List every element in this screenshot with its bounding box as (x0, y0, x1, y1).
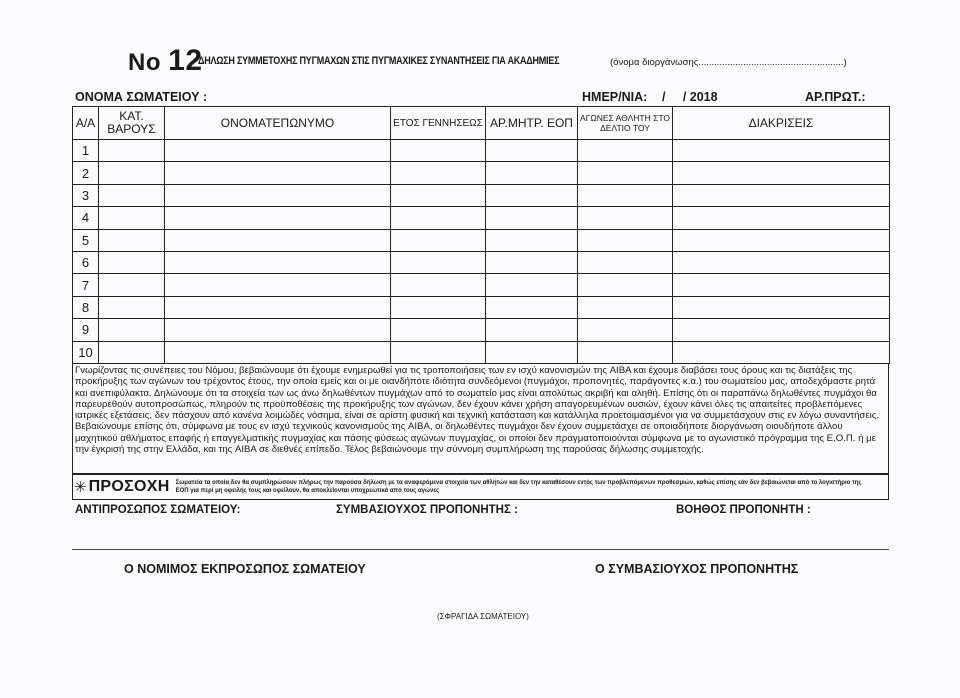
distinctions-cell[interactable] (673, 319, 890, 341)
row-number: 7 (73, 274, 99, 296)
matches-cell[interactable] (578, 207, 673, 229)
weight-category-cell[interactable] (99, 274, 165, 296)
matches-cell[interactable] (578, 274, 673, 296)
col-header-birth-year: ΕΤΟΣ ΓΕΝΝΗΣΕΩΣ (391, 107, 486, 140)
row-number: 5 (73, 229, 99, 251)
signature-line (72, 549, 889, 550)
table-row (73, 251, 890, 273)
col-header-aa: Α/Α (73, 107, 99, 140)
matches-cell[interactable] (578, 319, 673, 341)
distinctions-cell[interactable] (673, 162, 890, 184)
full-name-cell[interactable] (165, 162, 391, 184)
weight-category-cell[interactable] (99, 184, 165, 206)
weight-category-cell[interactable] (99, 296, 165, 318)
eop-number-cell[interactable] (486, 184, 578, 206)
matches-cell[interactable] (578, 140, 673, 162)
matches-cell[interactable] (578, 341, 673, 363)
weight-category-cell[interactable] (99, 207, 165, 229)
distinctions-cell[interactable] (673, 274, 890, 296)
eop-number-cell[interactable] (486, 207, 578, 229)
asterisk-burst-icon: ✳ (74, 479, 87, 496)
table-row (73, 162, 890, 184)
declaration-paragraph-1: Γνωρίζοντας τις συνέπειες του Νόμου, βεβαιώνουμε ότι έχουμε ενημερωθεί για τις τροποποιήσεις των εν ισχύ κανονισμών της AIBA και έχουμε διαβάσει τους όρους και τις διατάξεις της προκήρυξης των αγώνων του τρέχοντος έτους, την οποία εμείς και οι με οιανδήποτε ιδιότητα συνδεόμενοι (πυγμάχοι, προπονητές, παράγοντες κ.α.) του σωματείου μας, αποδεχόμαστε ρητά και ανεπιφύλακτα. Δηλώνουμε ότι τα στοιχεία των ως άνω δηλωθέντων πυγμάχων από το σωματείο μας είναι απολύτως ακριβή και αληθή. Επίσης ότι οι παραπάνω δηλωθέντες πυγμάχοι θα παρευρεθούν αυτοπροσώπως, πληρούν τις προϋποθέσεις της προκήρυξης των αγώνων, δεν έχουν κάνει χρήση απαγορευμένων ουσιών, έχουν κάνει όλες τις απαιτείτες προβλεπόμενες ιατρικές εξετάσεις, δεν πάσχουν από κανένα λοιμώδες νόσημα, είναι σε αρίστη φυσική και τεχνική κατάσταση και κατάλληλα προετοιμασμένοι για να συμμετάσχουν στις εν λόγω συναντήσεις. (75, 365, 880, 422)
club-stamp-label: (ΣΦΡΑΓΙΔΑ ΣΩΜΑΤΕΙΟΥ) (437, 612, 529, 621)
form-number (128, 44, 203, 78)
birth-year-cell[interactable] (391, 140, 486, 162)
birth-year-cell[interactable] (391, 229, 486, 251)
full-name-cell[interactable] (165, 319, 391, 341)
weight-category-cell[interactable] (99, 251, 165, 273)
row-number: 3 (73, 184, 99, 206)
row-number: 9 (73, 319, 99, 341)
eop-number-cell[interactable] (486, 341, 578, 363)
matches-cell[interactable] (578, 162, 673, 184)
table-row (73, 274, 890, 296)
table-header-row (73, 107, 890, 140)
row-number: 1 (73, 140, 99, 162)
organizer-field[interactable]: (όνομα διοργάνωσης.......................................................) (610, 57, 847, 68)
weight-category-cell[interactable] (99, 341, 165, 363)
table-row (73, 140, 890, 162)
full-name-cell[interactable] (165, 229, 391, 251)
distinctions-cell[interactable] (673, 184, 890, 206)
col-header-eop-number: ΑΡ.ΜΗΤΡ. ΕΟΠ (486, 107, 578, 140)
eop-number-cell[interactable] (486, 229, 578, 251)
matches-cell[interactable] (578, 251, 673, 273)
eop-number-cell[interactable] (486, 162, 578, 184)
form-title: ΔΗΛΩΣΗ ΣΥΜΜΕΤΟΧΗΣ ΠΥΓΜΑΧΩΝ ΣΤΙΣ ΠΥΓΜΑΧΙΚΕΣ ΣΥΝΑΝΤΗΣΕΙΣ ΓΙΑ ΑΚΑΔΗΜΙΕΣ (198, 55, 560, 67)
matches-cell[interactable] (578, 184, 673, 206)
distinctions-cell[interactable] (673, 229, 890, 251)
distinctions-cell[interactable] (673, 140, 890, 162)
form-number-value: 12 (168, 44, 203, 77)
col-header-distinctions: ΔΙΑΚΡΙΣΕΙΣ (673, 107, 890, 140)
row-number: 6 (73, 251, 99, 273)
coach-label: ΣΥΜΒΑΣΙΟΥΧΟΣ ΠΡΟΠΟΝΗΤΗΣ : (336, 504, 518, 516)
eop-number-cell[interactable] (486, 319, 578, 341)
distinctions-cell[interactable] (673, 251, 890, 273)
matches-cell[interactable] (578, 229, 673, 251)
contract-coach-signature: Ο ΣΥΜΒΑΣΙΟΥΧΟΣ ΠΡΟΠΟΝΗΤΗΣ (595, 562, 799, 576)
birth-year-cell[interactable] (391, 341, 486, 363)
col-header-weight-category: ΚΑΤ. ΒΑΡΟΥΣ (99, 107, 165, 140)
row-number: 4 (73, 207, 99, 229)
distinctions-cell[interactable] (673, 341, 890, 363)
date-label: ΗΜΕΡ/ΝΙΑ: (582, 90, 648, 104)
birth-year-cell[interactable] (391, 274, 486, 296)
declaration-paragraph-2: Βεβαιώνουμε επίσης ότι, σύμφωνα με τους εν ισχύ τεχνικούς κανονισμούς της AIBA, οι δηλωθέντες πυγμάχοι δεν έχουν συμμετάσχει σε οποιαδήποτε διοργάνωση οιουδήποτε άλλου μαχητικού αθλήματος επαφής ή επαγγελματικής πυγμαχίας και πάσης φύσεως αγώνων πυγμαχίας, οι οποίοι δεν πραγματοποιούνται σύμφωνα με το αγωνιστικό πρόγραμμα της Ε.Ο.Π. ή με την έγκρισή της στην Ελλάδα, και της AIBA σε διεθνές επίπεδο. Τέλος βεβαιώνουμε την σύννομη συμπλήρωση της παρούσας δήλωσης συμμετοχής. (75, 421, 876, 456)
col-header-matches: ΑΓΩΝΕΣ ΑΘΛΗΤΗ ΣΤΟ ΔΕΛΤΙΟ ΤΟΥ (578, 107, 673, 140)
row-number: 2 (73, 162, 99, 184)
distinctions-cell[interactable] (673, 296, 890, 318)
birth-year-cell[interactable] (391, 207, 486, 229)
warning-box (72, 474, 889, 500)
full-name-cell[interactable] (165, 207, 391, 229)
eop-number-cell[interactable] (486, 274, 578, 296)
distinctions-cell[interactable] (673, 207, 890, 229)
weight-category-cell[interactable] (99, 162, 165, 184)
full-name-cell[interactable] (165, 140, 391, 162)
athletes-table (72, 106, 890, 364)
warning-text: Σωματεία τα οποία δεν θα συμπληρώσουν πλήρως την παρούσα δήλωση με τα αναφερόμενα στοιχεία των αθλητών και δεν την καταθέσουν εντός των προβλεπόμενων προθεσμιών, καθώς επίσης εάν δεν βεβαιώνεται από το λογιστήριο της ΕΟΠ για περί μη οφειλής τους και οφείλουν, θα αποκλείονται υποχρεωτικά από τους αγώνες (175, 480, 862, 494)
table-row (73, 341, 890, 363)
full-name-cell[interactable] (165, 296, 391, 318)
form-number-label: No (128, 49, 161, 76)
full-name-cell[interactable] (165, 184, 391, 206)
table-row (73, 319, 890, 341)
table-row (73, 207, 890, 229)
eop-number-cell[interactable] (486, 251, 578, 273)
eop-number-cell[interactable] (486, 140, 578, 162)
weight-category-cell[interactable] (99, 319, 165, 341)
full-name-cell[interactable] (165, 341, 391, 363)
row-number: 10 (73, 341, 99, 363)
eop-number-cell[interactable] (486, 296, 578, 318)
birth-year-cell[interactable] (391, 251, 486, 273)
birth-year-cell[interactable] (391, 296, 486, 318)
row-number: 8 (73, 296, 99, 318)
assistant-coach-label: ΒΟΗΘΟΣ ΠΡΟΠΟΝΗΤΗ : (676, 504, 811, 516)
table-row (73, 296, 890, 318)
weight-category-cell[interactable] (99, 229, 165, 251)
birth-year-cell[interactable] (391, 319, 486, 341)
table-row (73, 229, 890, 251)
matches-cell[interactable] (578, 296, 673, 318)
representative-label: ΑΝΤΙΠΡΟΣΩΠΟΣ ΣΩΜΑΤΕΙΟΥ: (75, 504, 241, 516)
declaration-text (72, 364, 889, 474)
warning-title: ΠΡΟΣΟΧΗ (88, 478, 170, 495)
full-name-cell[interactable] (165, 251, 391, 273)
club-name-label: ΟΝΟΜΑ ΣΩΜΑΤΕΙΟΥ : (75, 90, 208, 104)
birth-year-cell[interactable] (391, 162, 486, 184)
birth-year-cell[interactable] (391, 184, 486, 206)
protocol-label: ΑΡ.ΠΡΩΤ.: (805, 90, 866, 104)
date-field[interactable]: / / 2018 (662, 90, 718, 104)
table-row (73, 184, 890, 206)
weight-category-cell[interactable] (99, 140, 165, 162)
legal-representative-signature: Ο ΝΟΜΙΜΟΣ ΕΚΠΡΟΣΩΠΟΣ ΣΩΜΑΤΕΙΟΥ (124, 562, 366, 576)
col-header-full-name: ΟΝΟΜΑΤΕΠΩΝΥΜΟ (165, 107, 391, 140)
full-name-cell[interactable] (165, 274, 391, 296)
